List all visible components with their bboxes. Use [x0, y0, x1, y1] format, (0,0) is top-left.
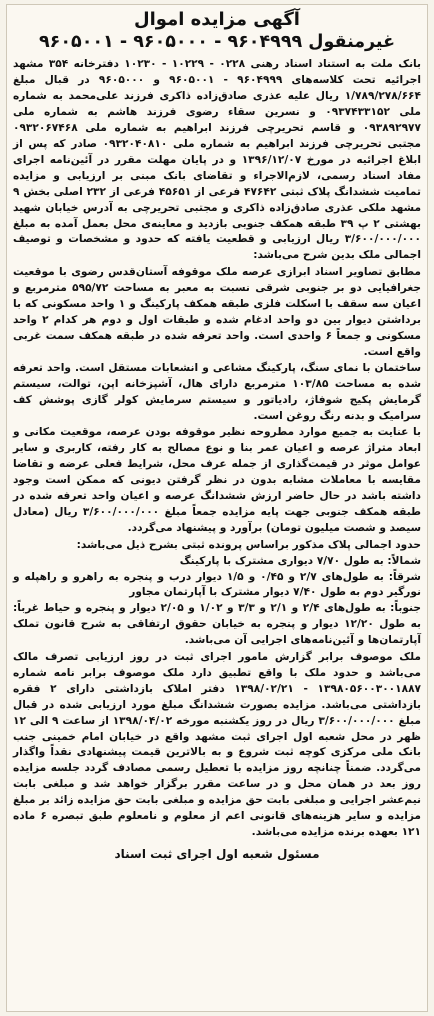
notice-body — [13, 57, 421, 841]
paragraph-boundary-south-west: جنوباً: به طول‌های ۲/۴ و ۲/۱ و ۳/۳ و ۱/۰۲ و ۲/۰۵ دیوار و پنجره و حیاط غرباً: به طول ۱۲/۲۰ دیوار و پنجره به خیابان حقوق ارتفاقی به شرح قانون تملک آپارتمان‌ها و آئین‌نامه‌های اجرایی آن می‌باشد. — [13, 602, 421, 647]
notice-file-numbers: غیرمنقول ۹۶۰۴۹۹۹ - ۹۶۰۵۰۰۰ - ۹۶۰۵۰۰۱ — [38, 32, 396, 52]
paragraph-intro: بانک ملت به استناد اسناد رهنی ۰۲۲۸ - ۱۰۲۲۹ - ۱۰۲۳۰ دفترخانه ۳۵۴ مشهد اجرائیه تحت کلاسه‌های ۹۶۰۴۹۹۹ - ۹۶۰۵۰۰۱ و ۹۶۰۵۰۰۰ در قبال مبلغ ۱/۷۸۹/۲۷۸/۶۶۴ ریال علیه عذری صادق‌زاده ذاکری فرزند علی‌محمد به شماره ملی ۰۹۳۷۴۳۳۱۵۲ و نسرین سقاء رضوی فرزند هاشم به شماره ملی ۰۹۳۸۹۲۹۷۷ و قاسم تحریرچی فرزند ابراهیم به شماره ملی ۰۹۳۲۰۶۷۴۶۸ مجتبی تحریرچی فرزند ابراهیم به شماره ملی ۰۹۳۲۰۴۰۸۱۰ صادر که پس از ابلاغ اجرائیه در مورخ ۱۳۹۶/۱۲/۰۷ و در پایان مهلت مقرر در آئین‌نامه اجرای مفاد اسناد رسمی، لازم‌الاجراء و تقاضای بانک مبنی بر ارزیابی و مزایده تمامیت ششدانگ پلاک ثبتی ۴۷۶۴۲ فرعی از ۴۵۶۵۱ فرعی از ۲۳۲ اصلی بخش ۹ مشهد ملکی عذری صادق‌زاده ذاکری و مجتبی تحریرچی به آدرس خیابان شهید بهشتی ۲ پ ۳۹ طبقه همکف جنوبی بازدید و معاینه‌ی محل بعمل آمده به مبلغ ۳/۶۰۰/۰۰۰/۰۰۰ ریال ارزیابی و قطعیت یافته که حدود و مشخصات و توصیف اجمالی ملک بدین شرح می‌باشد: — [13, 58, 422, 262]
paragraph-boundary-east: شرقاً: به طول‌های ۲/۷ و ۰/۴۵ و ۱/۵ دیوار درب و پنجره به راهرو و راهپله و نورگیر دوم به طول ۷/۴۰ دیوار مشترک با آپارتمان مجاور — [13, 570, 421, 599]
notice-title: آگهی مزایده اموال — [134, 9, 300, 30]
paragraph-boundaries-heading: حدود اجمالی پلاک مذکور براساس پرونده ثبتی بشرح ذیل می‌باشد: — [76, 538, 421, 551]
auction-notice — [6, 4, 428, 1012]
notice-signature: مسئول شعبه اول اجرای ثبت اسناد — [114, 847, 320, 862]
paragraph-land-description: مطابق تصاویر اسناد ابرازی عرصه ملک موقوفه آستان‌قدس رضوی با موقعیت جغرافیایی دو بر جنوبی شرقی نسبت به معبر به مساحت ۵۹۵/۷۲ مترمربع و اعیان سه سقف با اسکلت فلزی طبقه همکف پارکینگ و ۱ واحد مسکونی که با برداشتن دیوار بین دو واحد ادغام شده و طبقات اول و دوم هر کدام ۲ واحد مسکونی و جمعاً ۶ واحدی است. واحد تعرفه شده در طبقه همکف سمت غربی واقع است. — [13, 265, 421, 358]
paragraph-boundary-north: شمالاً: به طول ۷/۷۰ دیواری مشترک با پارکینگ — [179, 554, 421, 567]
paragraph-auction-terms: ملک موصوف برابر گزارش مامور اجرای ثبت در روز ارزیابی تصرف مالک می‌باشد و حدود ملک با واقع تطبیق دارد ملک موصوف برابر نامه شماره ۱۳۹۸۰۵۶۰۰۳۰۰۱۸۸۷ - ۱۳۹۸/۰۲/۲۱ دفتر املاک بازداشتی دارای ۲ فقره بازداشتی می‌باشد. مزایده بصورت ششدانگ مبلغ مورد ارزیابی شده در قبال مبلغ ۳/۶۰۰/۰۰۰/۰۰۰ ریال در روز یکشنبه مورخه ۱۳۹۸/۰۴/۰۲ از ساعت ۹ الی ۱۲ ظهر در محل شعبه اول اجرای ثبت مشهد واقع در خیابان امام خمینی جنب بانک ملی مرکزی کوچه ثبت شروع و به بالاترین قیمت پیشنهادی نقداً واگذار می‌گردد. ضمناً چنانچه روز مزایده با تعطیل رسمی مصادف گردد جلسه مزایده روز بعد در همان محل و در ساعت مقرر برگزار خواهد شد و مبلغی بابت نیم‌عشر اجرایی و مبلغی بابت حق مزایده و مبلغی بابت حق مزایده زائد بر مبلغ مزایده و سایر هزینه‌های قانونی اعم از معلوم و نامعلوم طبق تبصره ۶ ماده ۱۲۱ بعهده برنده مزایده می‌باشد. — [13, 650, 422, 839]
paragraph-valuation: با عنایت به جمیع موارد مطروحه نظیر موقوفه بودن عرصه، موقعیت مکانی و ابعاد متراژ عرصه و اعیان عمر بنا و نوع مصالح به کار رفته، کاربری و سایر عوامل موثر در قیمت‌گذاری از جمله عرف محل، شرایط فعلی عرضه و تقاضا مقایسه با معاملات مشابه بدون در نظر گرفتن دیونی که ممکن است وجود داشته باشد در حال حاضر ارزش ششدانگ عرصه و اعیان واحد تعرفه شده در طبقه همکف جنوبی جهت پایه مزایده جمعاً مبلغ ۳/۶۰۰/۰۰۰/۰۰۰ ریال (معادل سیصد و شصت میلیون تومان) برآورد و پیشنهاد می‌گردد. — [13, 426, 421, 535]
paragraph-building-description: ساختمان با نمای سنگ، پارکینگ مشاعی و انشعابات مستقل است. واحد تعرفه شده به مساحت ۱۰۳/۸۵ مترمربع دارای هال، آشپزخانه اپن، توالت، سیستم گرمایش پکیج شوفاژ، رادیاتور و سیستم سرمایش کولر گازی پوشش کف سرامیک و بدنه رنگ روغن است. — [13, 362, 421, 422]
